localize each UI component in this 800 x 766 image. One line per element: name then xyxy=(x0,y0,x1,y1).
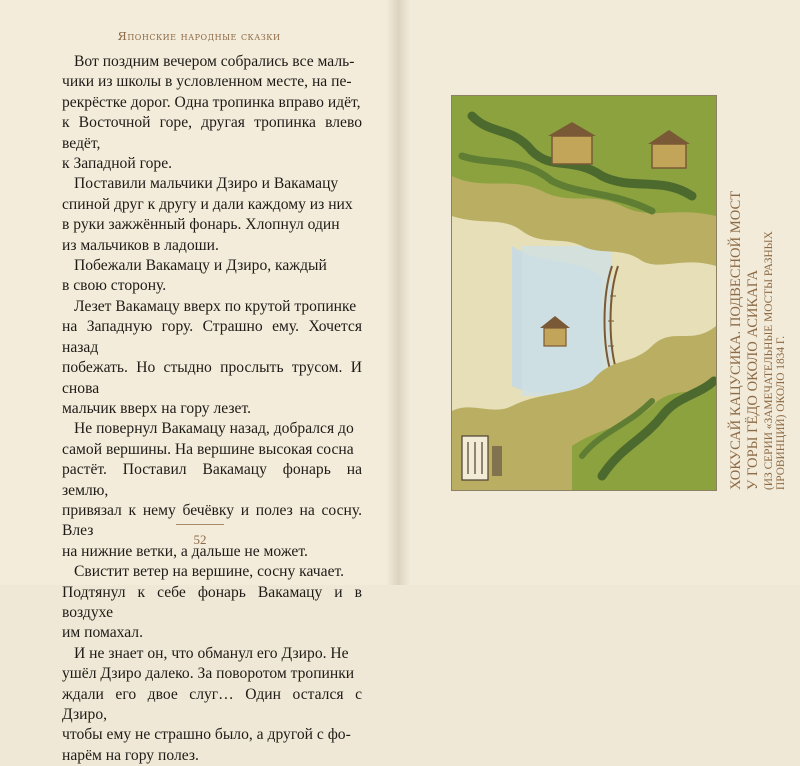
bridge-landscape-illustration xyxy=(452,96,716,490)
text-line: И не знает он, что обманул его Дзиро. Не xyxy=(74,644,349,662)
caption-line: У ГОРЫ ГЁДО ОКОЛО АСИКАГА xyxy=(745,269,761,490)
plate-caption xyxy=(724,94,787,490)
gutter-shadow xyxy=(386,0,410,585)
text-line: Побежали Вакамацу и Дзиро, каждый xyxy=(74,257,327,275)
page-number: 52 xyxy=(193,532,207,547)
text-line: Лезет Вакамацу вверх по крутой тропинке xyxy=(74,297,357,315)
text-line: Подтянул к себе фонарь Вакамацу и в воздухе xyxy=(62,583,362,621)
text-line: в свою сторону. xyxy=(62,277,167,295)
text-line: чики из школы в условленном месте, на пе- xyxy=(62,73,352,91)
text-line: на нижние ветки, а дальше не может. xyxy=(62,542,308,560)
text-line: ушёл Дзиро далеко. За поворотом тропинки xyxy=(62,665,355,683)
text-line: побежать. Но стыдно прослыть трусом. И снова xyxy=(62,359,362,397)
text-line: рекрёстке дорог. Одна тропинка вправо идёт, xyxy=(62,93,361,111)
woodblock-print-plate xyxy=(451,95,717,491)
text-line: на Западную гору. Страшно ему. Хочется назад xyxy=(62,318,362,356)
text-line: спиной друг к другу и дали каждому из них xyxy=(62,195,353,213)
text-line: самой вершины. На вершине высокая сосна xyxy=(62,440,354,458)
text-line: ждали его двое слуг… Один остался с Дзиро, xyxy=(62,685,362,723)
text-line: им помахал. xyxy=(62,624,143,642)
folio-rule xyxy=(176,524,224,525)
text-line: нарём на гору полез. xyxy=(62,746,199,764)
text-line: растёт. Поставил Вакамацу фонарь на землю, xyxy=(62,461,362,499)
text-line: к Западной горе. xyxy=(62,155,173,173)
text-line: из мальчиков в ладоши. xyxy=(62,236,219,254)
text-line: в руки зажжённый фонарь. Хлопнул один xyxy=(62,216,340,234)
running-head: Японские народные сказки xyxy=(117,29,281,43)
left-page xyxy=(0,0,398,764)
body-text xyxy=(62,52,362,766)
text-line: мальчик вверх на гору лезет. xyxy=(62,399,252,417)
text-line: Вот поздним вечером собрались все маль- xyxy=(74,53,355,70)
text-line: Свистит ветер на вершине, сосну качает. xyxy=(74,563,345,581)
text-line: чтобы ему не страшно было, а другой с фо- xyxy=(62,726,351,744)
text-line: Не повернул Вакамацу назад, добрался до xyxy=(74,420,354,438)
caption-line: (ИЗ СЕРИИ «ЗАМЕЧАТЕЛЬНЫЕ МОСТЫ РАЗНЫХ xyxy=(763,231,775,490)
caption-line: ПРОВИНЦИЙ) ОКОЛО 1834 Г. xyxy=(775,335,787,490)
text-line: привязал к нему бечёвку и полез на сосну. Влез xyxy=(62,501,362,540)
text-line: к Восточной горе, другая тропинка влево ведёт, xyxy=(62,114,362,152)
text-line: Поставили мальчики Дзиро и Вакамацу xyxy=(74,175,339,193)
caption-line: ХОКУСАЙ КАЦУСИКА. ПОДВЕСНОЙ МОСТ xyxy=(728,190,744,490)
